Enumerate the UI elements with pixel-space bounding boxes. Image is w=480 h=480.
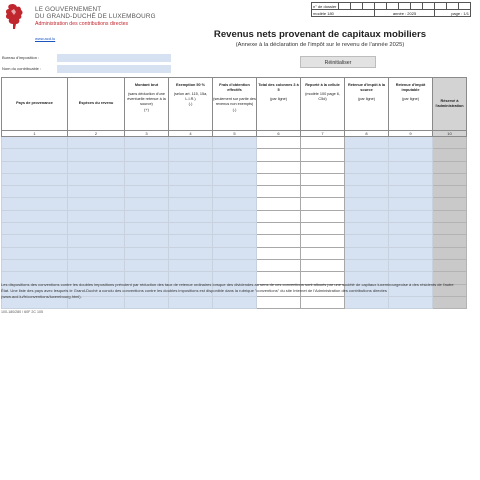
column-header-4 — [169, 78, 213, 131]
table-cell-col-4[interactable] — [169, 247, 213, 259]
table-cell-col-6 — [257, 161, 301, 173]
table-cell-col-2[interactable] — [68, 137, 125, 149]
column-header-10 — [433, 78, 467, 131]
table-cell-col-6 — [257, 198, 301, 210]
column-note: (par ligne) — [401, 97, 420, 102]
column-header-5 — [213, 78, 257, 131]
table-cell-col-10 — [433, 198, 467, 210]
table-cell-col-4[interactable] — [169, 173, 213, 185]
table-cell-col-3[interactable] — [125, 173, 169, 185]
table-cell-col-8[interactable] — [345, 247, 389, 259]
table-cell-col-3[interactable] — [125, 186, 169, 198]
column-note: (selon art. 115, 15a, L.I.R.) (-) — [173, 92, 208, 107]
gov-line2: DU GRAND-DUCHÉ DE LUXEMBOURG — [35, 13, 156, 20]
column-header-6 — [257, 78, 301, 131]
table-cell-col-7 — [301, 247, 345, 259]
column-number: 8 — [345, 131, 389, 137]
name-input[interactable] — [57, 65, 171, 73]
table-cell-col-9[interactable] — [389, 149, 433, 161]
table-cell-col-8[interactable] — [345, 210, 389, 222]
table-cell-col-1[interactable] — [2, 149, 68, 161]
dossier-label: n° de dossier — [312, 3, 339, 10]
table-cell-col-5[interactable] — [213, 137, 257, 149]
table-cell-col-2[interactable] — [68, 210, 125, 222]
table-cell-col-9[interactable] — [389, 235, 433, 247]
table-cell-col-3[interactable] — [125, 210, 169, 222]
table-cell-col-10 — [433, 173, 467, 185]
column-header-2 — [68, 78, 125, 131]
table-cell-col-9[interactable] — [389, 198, 433, 210]
table-cell-col-7 — [301, 198, 345, 210]
table-cell-col-7 — [301, 235, 345, 247]
table-cell-col-3[interactable] — [125, 149, 169, 161]
column-number: 6 — [257, 131, 301, 137]
dossier-box[interactable] — [411, 3, 423, 10]
table-cell-col-5[interactable] — [213, 247, 257, 259]
table-cell-col-1[interactable] — [2, 235, 68, 247]
column-header-7 — [301, 78, 345, 131]
table-row — [2, 173, 467, 185]
column-note: (modèle 100 page 6, C5d) — [305, 92, 340, 102]
luxembourg-lion-icon — [3, 3, 25, 31]
table-cell-col-5[interactable] — [213, 210, 257, 222]
column-header-1 — [2, 78, 68, 131]
table-cell-col-7 — [301, 161, 345, 173]
column-header-3 — [125, 78, 169, 131]
table-cell-col-4[interactable] — [169, 259, 213, 271]
table-cell-col-3[interactable] — [125, 235, 169, 247]
column-header-8 — [345, 78, 389, 131]
table-cell-col-4[interactable] — [169, 149, 213, 161]
table-cell-col-5[interactable] — [213, 223, 257, 235]
table-header-row — [2, 78, 467, 131]
table-cell-col-5[interactable] — [213, 235, 257, 247]
column-number: 7 — [301, 131, 345, 137]
dossier-box[interactable] — [459, 3, 471, 10]
table-cell-col-10 — [433, 186, 467, 198]
column-title: Montant brut — [134, 83, 159, 87]
table-cell-col-8[interactable] — [345, 223, 389, 235]
column-number: 2 — [68, 131, 125, 137]
table-cell-col-3[interactable] — [125, 247, 169, 259]
table-cell-col-9[interactable] — [389, 259, 433, 271]
column-note: (seulement sur partie des revenus non exempts) (-) — [213, 97, 256, 112]
table-cell-col-9[interactable] — [389, 210, 433, 222]
table-row — [2, 235, 467, 247]
table-cell-col-1[interactable] — [2, 173, 68, 185]
table-cell-col-10 — [433, 259, 467, 271]
column-title: Exemption 50 % — [175, 83, 206, 87]
dossier-box[interactable] — [399, 3, 411, 10]
table-cell-col-8[interactable] — [345, 235, 389, 247]
bureau-input[interactable] — [57, 54, 171, 62]
model-label: modèle 180 — [312, 10, 375, 17]
table-cell-col-5[interactable] — [213, 198, 257, 210]
table-cell-col-5[interactable] — [213, 259, 257, 271]
table-cell-col-5[interactable] — [213, 161, 257, 173]
table-cell-col-4[interactable] — [169, 161, 213, 173]
dossier-box[interactable] — [375, 3, 387, 10]
table-cell-col-1[interactable] — [2, 198, 68, 210]
table-cell-col-10 — [433, 223, 467, 235]
table-cell-col-9[interactable] — [389, 223, 433, 235]
table-cell-col-4[interactable] — [169, 235, 213, 247]
column-number: 9 — [389, 131, 433, 137]
table-cell-col-10 — [433, 235, 467, 247]
table-cell-col-7 — [301, 137, 345, 149]
bureau-label: Bureau d'imposition : — [2, 55, 40, 60]
table-cell-col-2[interactable] — [68, 247, 125, 259]
table-cell-col-8[interactable] — [345, 259, 389, 271]
table-cell-col-2[interactable] — [68, 235, 125, 247]
table-cell-col-2[interactable] — [68, 198, 125, 210]
table-cell-col-9[interactable] — [389, 247, 433, 259]
form-subtitle: (Annexe à la déclaration de l'impôt sur le revenu de l'année 2025) — [235, 42, 405, 48]
table-row — [2, 259, 467, 271]
column-number: 5 — [213, 131, 257, 137]
column-title: Retenue d'impôt à la source — [348, 83, 385, 93]
dossier-box[interactable] — [387, 3, 399, 10]
page-label: page : 1/1 — [435, 10, 471, 17]
table-cell-col-6 — [257, 223, 301, 235]
table-cell-col-8[interactable] — [345, 186, 389, 198]
gov-line1: LE GOUVERNEMENT — [35, 6, 102, 13]
table-cell-col-4[interactable] — [169, 210, 213, 222]
column-note: (par ligne) — [269, 97, 288, 102]
column-title: Reporté à la cellule — [305, 83, 340, 87]
table-cell-col-5[interactable] — [213, 149, 257, 161]
table-cell-col-3[interactable] — [125, 259, 169, 271]
table-cell-col-10 — [433, 137, 467, 149]
column-title: Espèces du revenu — [78, 101, 114, 106]
column-header-9 — [389, 78, 433, 131]
table-cell-col-4[interactable] — [169, 223, 213, 235]
table-cell-col-7 — [301, 259, 345, 271]
table-cell-col-7 — [301, 223, 345, 235]
form-title: Revenus nets provenant de capitaux mobiliers — [213, 29, 427, 40]
table-cell-col-6 — [257, 173, 301, 185]
table-cell-col-3[interactable] — [125, 198, 169, 210]
column-number: 4 — [169, 131, 213, 137]
table-cell-col-7 — [301, 186, 345, 198]
table-cell-col-6 — [257, 259, 301, 271]
table-cell-col-6 — [257, 235, 301, 247]
income-table — [1, 77, 467, 309]
dossier-box[interactable] — [351, 3, 363, 10]
table-row — [2, 198, 467, 210]
table-cell-col-2[interactable] — [68, 186, 125, 198]
table-cell-col-7 — [301, 149, 345, 161]
table-cell-col-3[interactable] — [125, 223, 169, 235]
year-label: année : 2025 — [375, 10, 435, 17]
table-cell-col-2[interactable] — [68, 149, 125, 161]
table-cell-col-2[interactable] — [68, 259, 125, 271]
table-cell-col-9[interactable] — [389, 161, 433, 173]
administration-name: Administration des contributions directes — [35, 21, 129, 27]
name-label: Nom du contribuable : — [2, 66, 42, 71]
table-cell-col-5[interactable] — [213, 186, 257, 198]
dossier-box[interactable] — [435, 3, 447, 10]
table-cell-col-3[interactable] — [125, 161, 169, 173]
table-cell-col-1[interactable] — [2, 186, 68, 198]
table-cell-col-8[interactable] — [345, 161, 389, 173]
table-row — [2, 161, 467, 173]
table-cell-col-10 — [433, 247, 467, 259]
table-row — [2, 223, 467, 235]
table-cell-col-9[interactable] — [389, 173, 433, 185]
table-cell-col-1[interactable] — [2, 210, 68, 222]
table-cell-col-9[interactable] — [389, 186, 433, 198]
column-number: 1 — [2, 131, 68, 137]
table-cell-col-4[interactable] — [169, 198, 213, 210]
reference-grid — [311, 2, 471, 17]
table-cell-col-2[interactable] — [68, 173, 125, 185]
table-cell-col-2[interactable] — [68, 161, 125, 173]
column-number: 3 — [125, 131, 169, 137]
convention-notice: Les dispositions des conventions contre les doubles impositions prévoient par réduction des taux de retenue ordinaires lorsque des dividendes au sens de ces conventions sont alloués par une société de capitaux luxembourgeoise à des résidents de l'autre État. Une liste des pays avec lesquels le Grand-Duché a conclu des conventions contre les doubles impositions est disponible dans la rubrique "conventions" du site Internet de l'Administration des contributions directes (www.acd.lu/fr/conventions/luxembourg.html). — [1, 282, 454, 299]
table-row — [2, 247, 467, 259]
table-cell-col-10 — [433, 210, 467, 222]
column-number: 10 — [433, 131, 467, 137]
table-row — [2, 149, 467, 161]
table-cell-col-6 — [257, 186, 301, 198]
table-cell-col-1[interactable] — [2, 161, 68, 173]
table-cell-col-8[interactable] — [345, 137, 389, 149]
table-row — [2, 186, 467, 198]
dossier-box[interactable] — [363, 3, 375, 10]
table-cell-col-7 — [301, 210, 345, 222]
table-cell-col-6 — [257, 137, 301, 149]
table-cell-col-6 — [257, 210, 301, 222]
table-cell-col-5[interactable] — [213, 173, 257, 185]
table-cell-col-6 — [257, 247, 301, 259]
table-row — [2, 210, 467, 222]
dossier-box[interactable] — [447, 3, 459, 10]
reset-button[interactable]: Réinitialiser — [300, 56, 376, 68]
column-title: Réservé à l'administration — [435, 98, 464, 108]
form-code: 100-180/280 / 60F 2C 105 — [1, 310, 43, 314]
dossier-box[interactable] — [339, 3, 351, 10]
table-cell-col-7 — [301, 173, 345, 185]
table-cell-col-1[interactable] — [2, 223, 68, 235]
table-cell-col-3[interactable] — [125, 137, 169, 149]
dossier-box[interactable] — [423, 3, 435, 10]
table-cell-col-1[interactable] — [2, 259, 68, 271]
column-title: Retenue d'impôt imputable — [395, 83, 426, 93]
table-cell-col-9[interactable] — [389, 137, 433, 149]
column-note: (par ligne) — [357, 97, 376, 102]
table-cell-col-2[interactable] — [68, 223, 125, 235]
table-cell-col-1[interactable] — [2, 247, 68, 259]
table-cell-col-10 — [433, 149, 467, 161]
table-cell-col-10 — [433, 161, 467, 173]
column-title: Frais d'obtention effectifs — [219, 83, 250, 93]
column-title: Total des colonnes 3 à 5 — [258, 83, 299, 93]
column-note: (sans déduction d'une éventuelle retenue à la source) (+) — [127, 92, 166, 112]
table-cell-col-8[interactable] — [345, 198, 389, 210]
table-cell-col-4[interactable] — [169, 137, 213, 149]
column-title: Pays de provenance — [16, 101, 53, 106]
table-cell-col-1[interactable] — [2, 137, 68, 149]
website-link[interactable]: www.acd.lu — [35, 36, 56, 41]
table-cell-col-8[interactable] — [345, 173, 389, 185]
table-cell-col-6 — [257, 149, 301, 161]
table-row — [2, 137, 467, 149]
table-cell-col-4[interactable] — [169, 186, 213, 198]
table-cell-col-8[interactable] — [345, 149, 389, 161]
